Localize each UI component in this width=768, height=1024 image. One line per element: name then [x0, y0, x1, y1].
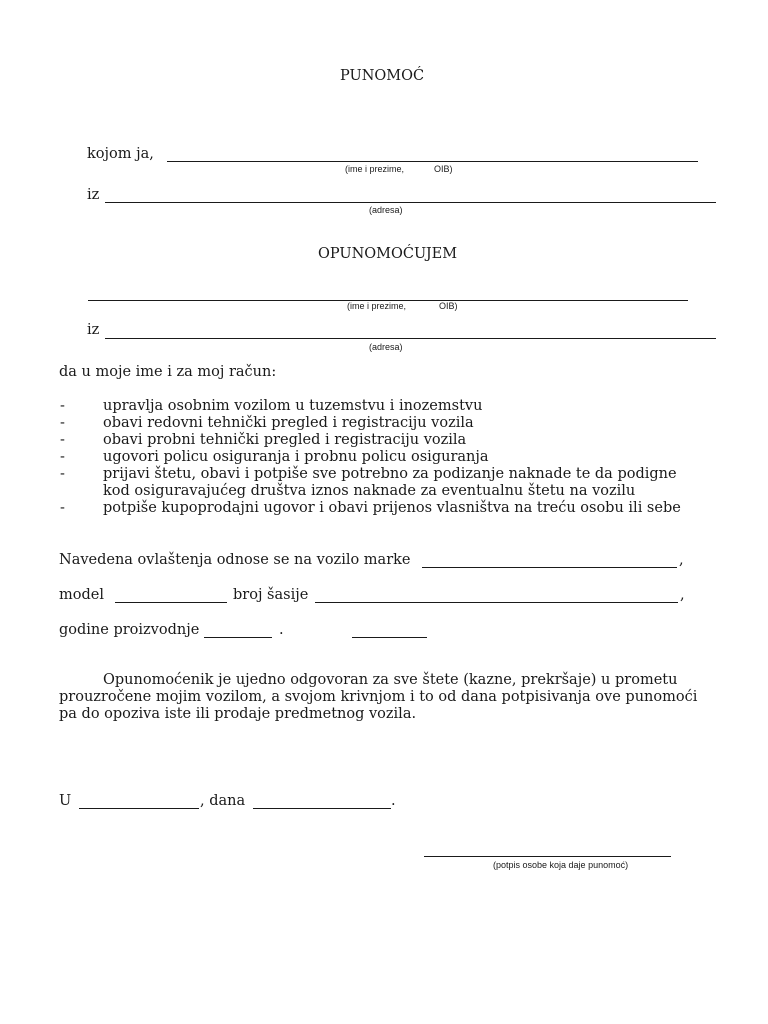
grantor-from-label: iz — [87, 187, 100, 203]
list-item: upravlja osobnim vozilom u tuzemstvu i inozemstvu — [103, 398, 483, 414]
model-line[interactable] — [115, 602, 227, 603]
list-item: obavi probni tehnički pregled i registraciju vozila — [103, 432, 467, 448]
grantor-address-line[interactable] — [105, 202, 716, 203]
grantor-label: kojom ja, — [87, 146, 154, 162]
attorney-from-label: iz — [87, 322, 100, 338]
list-item: obavi redovni tehnički pregled i registraciju vozila — [103, 415, 474, 431]
liability-paragraph-line: prouzročene mojim vozilom, a svojom krivnjom i to od dana potpisivanja ove punomoći — [59, 689, 698, 705]
list-item: ugovori policu osiguranja i probnu policu osiguranja — [103, 449, 489, 465]
chassis-line[interactable] — [315, 602, 678, 603]
production-year-line[interactable] — [204, 637, 272, 638]
production-year-label: godine proizvodnje — [59, 622, 200, 638]
document-title: PUNOMOĆ — [340, 68, 425, 84]
extra-blank-line[interactable] — [352, 637, 427, 638]
grantor-name-line[interactable] — [167, 161, 698, 162]
attorney-name-hint: (ime i prezime, — [347, 301, 407, 311]
list-bullet: - — [60, 398, 65, 414]
model-label: model — [59, 587, 104, 603]
list-bullet: - — [60, 500, 65, 516]
signature-hint: (potpis osobe koja daje punomoć) — [493, 860, 629, 870]
liability-paragraph-line: pa do opoziva iste ili prodaje predmetnog vozila. — [59, 706, 417, 722]
place-line[interactable] — [79, 808, 199, 809]
vehicle-brand-comma: , — [679, 552, 684, 568]
list-bullet: - — [60, 415, 65, 431]
signature-line[interactable] — [424, 856, 671, 857]
grantor-oib-hint: OIB) — [434, 164, 453, 174]
attorney-address-hint: (adresa) — [369, 342, 403, 352]
list-bullet: - — [60, 449, 65, 465]
chassis-comma: , — [680, 587, 685, 603]
grantor-address-hint: (adresa) — [369, 205, 403, 215]
vehicle-brand-line[interactable] — [422, 567, 677, 568]
chassis-label: broj šasije — [233, 587, 309, 603]
grantor-name-hint: (ime i prezime, — [345, 164, 405, 174]
authorize-heading: OPUNOMOĆUJEM — [318, 246, 458, 262]
date-period: . — [391, 793, 396, 809]
date-label: , dana — [200, 793, 246, 809]
attorney-address-line[interactable] — [105, 338, 716, 339]
place-label: U — [59, 793, 72, 809]
liability-paragraph-line: Opunomoćenik je ujedno odgovoran za sve štete (kazne, prekršaje) u prometu — [103, 672, 678, 688]
date-line[interactable] — [253, 808, 391, 809]
list-item: prijavi štetu, obavi i potpiše sve potrebno za podizanje naknade te da podigne — [103, 466, 677, 482]
list-item-continuation: kod osiguravajućeg društva iznos naknade za eventualnu štetu na vozilu — [103, 483, 636, 499]
list-bullet: - — [60, 432, 65, 448]
vehicle-brand-label: Navedena ovlaštenja odnose se na vozilo marke — [59, 552, 411, 568]
list-bullet: - — [60, 466, 65, 482]
authority-intro: da u moje ime i za moj račun: — [59, 364, 277, 380]
attorney-oib-hint: OIB) — [439, 301, 458, 311]
production-year-period: . — [279, 622, 284, 638]
list-item: potpiše kupoprodajni ugovor i obavi prijenos vlasništva na treću osobu ili sebe — [103, 500, 681, 516]
